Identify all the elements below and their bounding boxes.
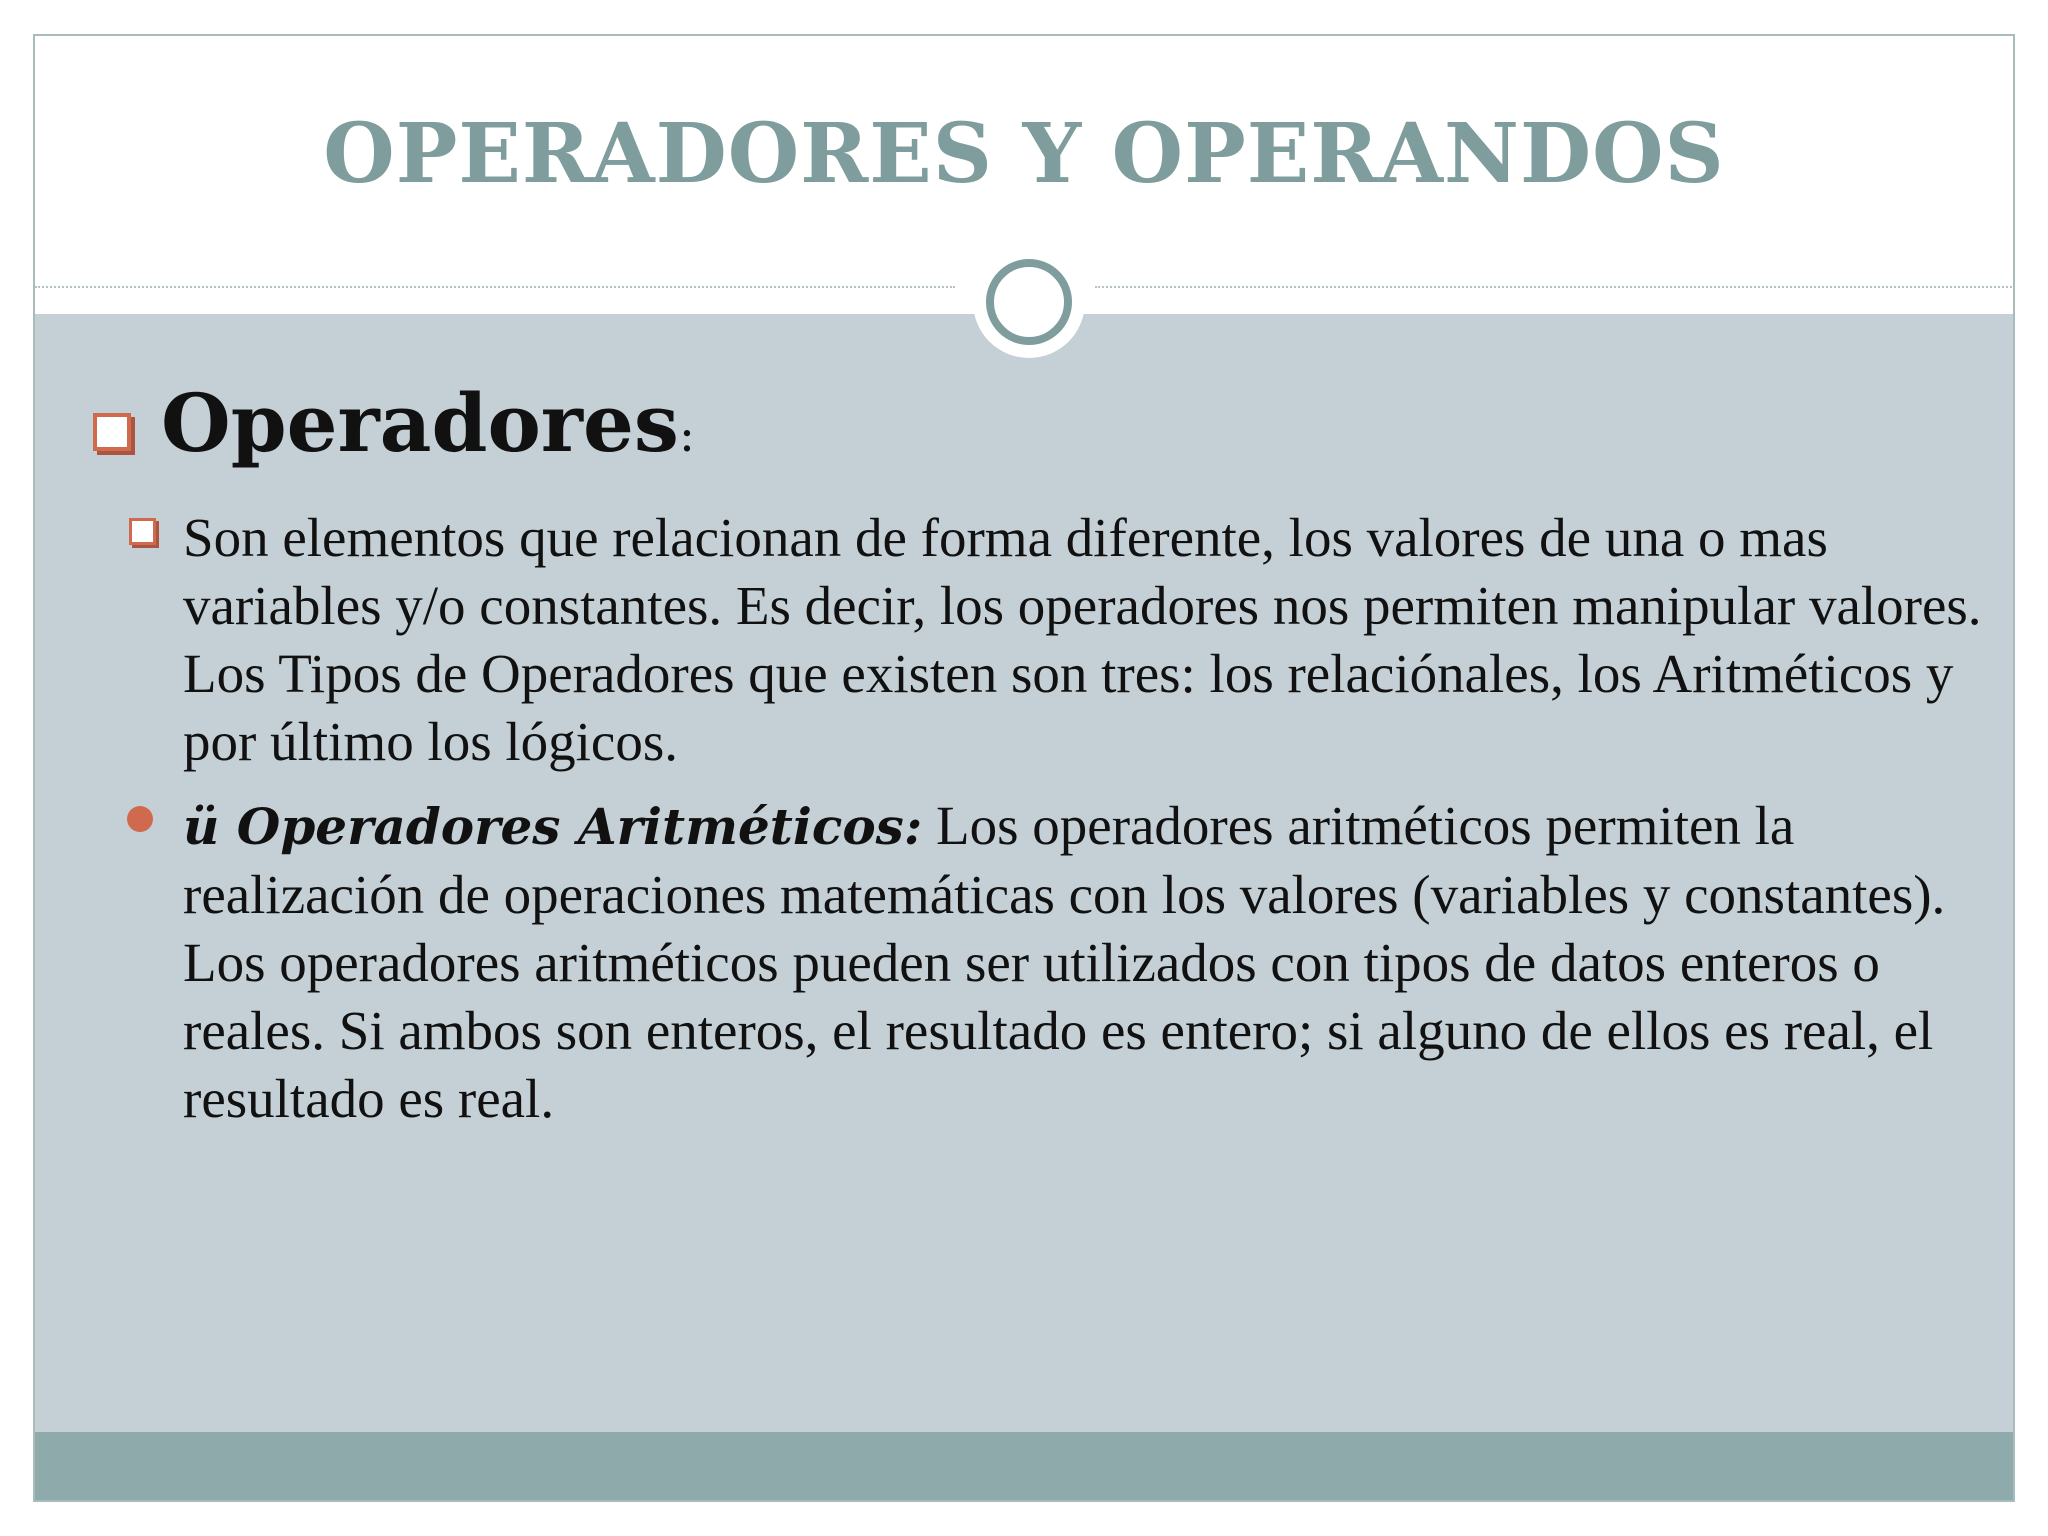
arithmetic-operators-lead: ü Operadores Aritméticos: [183,797,923,856]
dot-bullet-icon [127,806,153,832]
paragraph-operators-definition: Son elementos que relacionan de forma diferente, los valores de una o mas variables y/o constantes. Es decir, los operadores nos permiten manipular valores. Los Tipos de Operadores que existen son tres: los relaciónales, los Aritméticos y por último los lógicos. [183,507,1982,772]
slide-title: OPERADORES Y OPERANDOS [323,106,1725,202]
paragraph-arithmetic-operators [183,792,2013,1133]
square-bullet-icon [93,413,131,451]
arithmetic-operators-body: Los operadores aritméticos permiten la realización de operaciones matemáticas con los valores (variables y constantes). Los operadores aritméticos pueden ser utilizados con tipos de datos enteros o reales. Si ambos son enteros, el resultado es entero; si alguno de ellos es real, el resultado es real. [183,795,1946,1129]
section-heading-colon: : [678,407,696,463]
section-heading [93,376,695,470]
slide [33,34,2015,1502]
circle-ring-icon [986,259,1072,345]
title-divider-left [35,286,955,288]
section-heading-text: Operadores [161,376,679,470]
square-bullet-icon [129,518,156,545]
footer-band [35,1432,2013,1500]
title-divider-right [1095,286,2015,288]
